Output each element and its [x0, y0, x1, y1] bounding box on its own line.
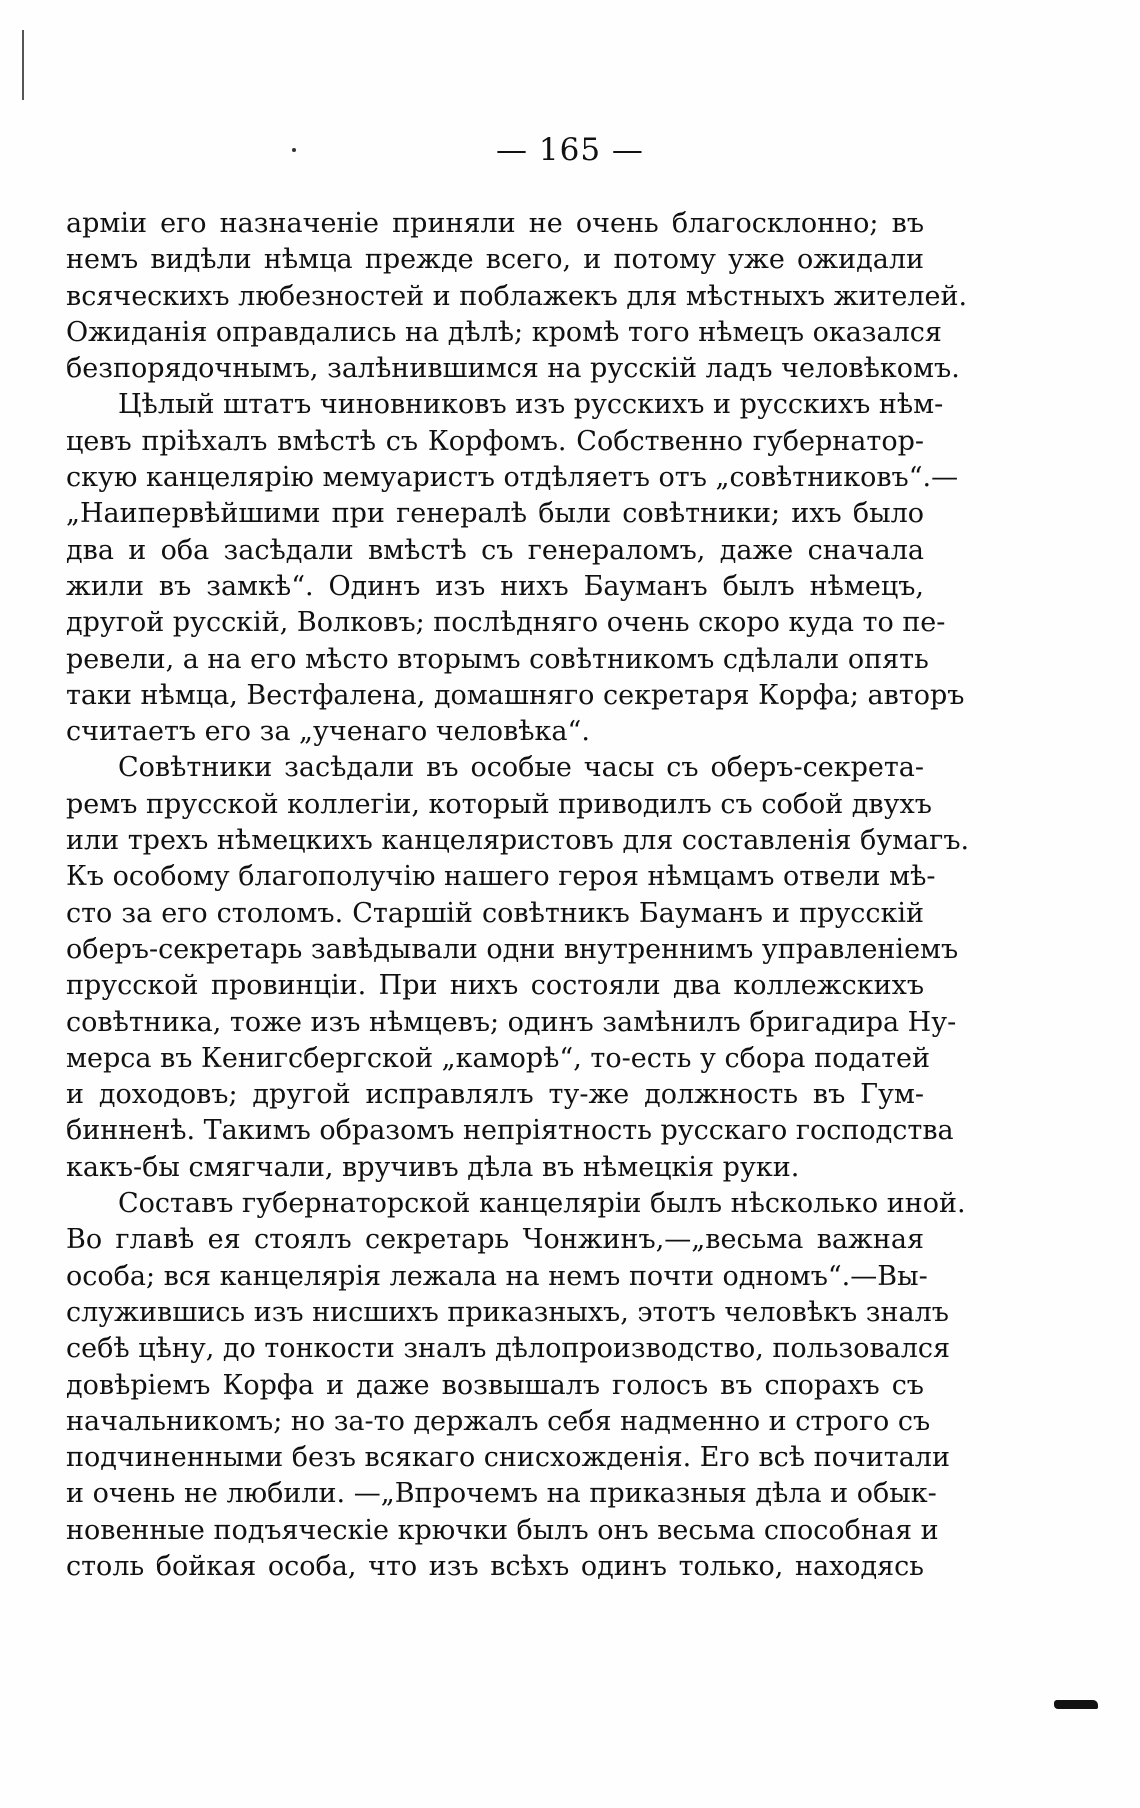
page-number: — 165 — [496, 132, 644, 168]
text-line: Во главѣ ея стоялъ секретарь Чонжинъ,—„весьма важная [66, 1224, 924, 1256]
text-line: Къ особому благополучію нашего героя нѣмцамъ отвели мѣ- [66, 861, 936, 893]
text-line: и очень не любили. —„Впрочемъ на приказныя дѣла и обык- [66, 1478, 937, 1510]
text-line: довѣріемъ Корфа и даже возвышалъ голосъ въ спорахъ съ [66, 1369, 924, 1401]
text-line: Совѣтники засѣдали въ особые часы съ оберъ-секрета- [118, 752, 924, 784]
text-line: безпорядочнымъ, залѣнившимся на русскій ладъ человѣкомъ. [66, 353, 960, 385]
text-line: другой русскій, Волковъ; послѣдняго очень скоро куда то пе- [66, 607, 946, 639]
text-line: служившись изъ нисшихъ приказныхъ, этотъ человѣкъ зналъ [66, 1296, 949, 1328]
text-line: подчиненными безъ всякаго снисхожденія. Его всѣ почитали [66, 1442, 950, 1474]
text-line: два и оба засѣдали вмѣстѣ съ генераломъ, даже сначала [66, 534, 924, 566]
text-line: мерса въ Кенигсбергской „каморѣ“, то-есть у сбора податей [66, 1042, 930, 1074]
text-line: немъ видѣли нѣмца прежде всего, и потому уже ожидали [66, 244, 924, 276]
text-line: всяческихъ любезностей и поблажекъ для мѣстныхъ жителей. [66, 280, 968, 312]
text-line: ремъ прусской коллегіи, который приводилъ съ собой двухъ [66, 788, 932, 820]
text-line: ревели, а на его мѣсто вторымъ совѣтникомъ сдѣлали опять [66, 643, 929, 675]
text-line: и доходовъ; другой исправлялъ ту-же должность въ Гум- [66, 1079, 924, 1111]
text-line: особа; вся канцелярія лежала на немъ почти одномъ“.—Вы- [66, 1260, 928, 1292]
margin-mark [22, 30, 24, 100]
text-line: арміи его назначеніе приняли не очень благосклонно; въ [66, 208, 924, 239]
text-line: Цѣлый штатъ чиновниковъ изъ русскихъ и русскихъ нѣм- [118, 389, 944, 421]
text-line: Ожиданія оправдались на дѣлѣ; кромѣ того нѣмецъ оказался [66, 316, 942, 348]
text-line: „Наипервѣйшими при генералѣ были совѣтники; ихъ было [66, 498, 924, 530]
text-line: новенные подъяческіе крючки былъ онъ весьма способная и [66, 1514, 939, 1546]
text-line: оберъ-секретарь завѣдывали одни внутреннимъ управленіемъ [66, 933, 959, 965]
text-line: прусской провинціи. При нихъ состояли два коллежскихъ [66, 970, 924, 1002]
text-line: начальникомъ; но за-то держалъ себя надменно и строго съ [66, 1405, 931, 1437]
text-line: Составъ губернаторской канцеляріи былъ нѣсколько иной. [118, 1188, 966, 1220]
text-line: таки нѣмца, Вестфалена, домашняго секретаря Корфа; авторъ [66, 679, 965, 711]
body-text [66, 206, 970, 1585]
text-line: себѣ цѣну, до тонкости зналъ дѣлопроизводство, пользовался [66, 1333, 951, 1365]
text-line: или трехъ нѣмецкихъ канцеляристовъ для составленія бумагъ. [66, 825, 970, 857]
text-line: столь бойкая особа, что изъ всѣхъ одинъ только, находясь [66, 1550, 924, 1582]
edge-ink-mark [1054, 1700, 1098, 1709]
text-line: считаетъ его за „ученаго человѣка“. [66, 716, 590, 748]
text-line: жили въ замкѣ“. Одинъ изъ нихъ Бауманъ былъ нѣмецъ, [66, 570, 924, 602]
text-line: совѣтника, тоже изъ нѣмцевъ; одинъ замѣнилъ бригадира Ну- [66, 1006, 957, 1038]
text-line: цевъ пріѣхалъ вмѣстѣ съ Корфомъ. Собственно губернатор- [66, 425, 924, 457]
text-line: сто за его столомъ. Старшій совѣтникъ Бауманъ и прусскій [66, 897, 924, 929]
text-line: бинненѣ. Такимъ образомъ непріятность русскаго господства [66, 1115, 954, 1147]
text-line: скую канцелярію мемуаристъ отдѣляетъ отъ „совѣтниковъ“.— [66, 462, 959, 494]
text-line: какъ-бы смягчали, вручивъ дѣла въ нѣмецкія руки. [66, 1151, 800, 1183]
